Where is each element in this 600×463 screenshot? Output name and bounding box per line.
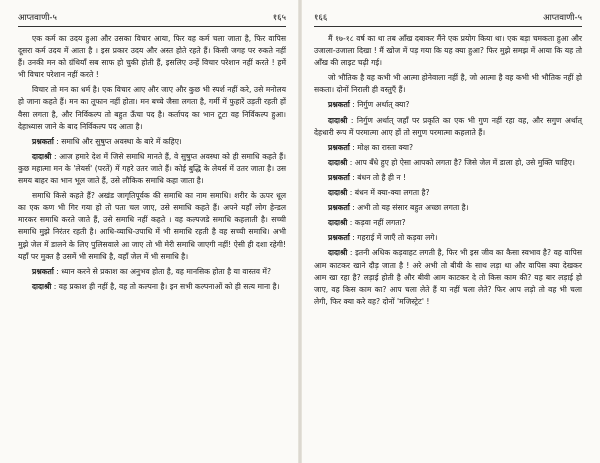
speaker-label: प्रश्नकर्ता — [32, 266, 54, 276]
paragraph-text: निर्गुण अर्थात् जहाँ पर प्रकृति का एक भी गुण नहीं रहा वह, और सगुण अर्थात् देहधारी रूप में परमात्मा आए हों तो सगुण परमात्मा कहलाते हैं। — [314, 115, 582, 137]
speaker-label: दादाश्री — [328, 115, 348, 125]
paragraph-text: निर्गुण अर्थात् क्या? — [357, 100, 410, 110]
paragraph-text: ध्यान करने से प्रकाश का अनुभव होता है, वह मानसिक होता है या वास्तव में? — [61, 266, 272, 276]
paragraph-text: मोक्ष का रास्ता क्या? — [357, 142, 413, 152]
right-page-header — [314, 12, 582, 27]
right-paragraph-2 — [314, 72, 582, 96]
left-paragraph-1 — [18, 33, 286, 81]
left-page-title: आप्तवाणी-५ — [18, 13, 57, 23]
paragraph-text: अभी तो यह संसार बहुत अच्छा लगता है। — [357, 203, 469, 213]
paragraph-text: समाधि और सुषुप्त अवस्था के बारे में कहिए। — [61, 136, 182, 146]
speaker-label: दादाश्री — [328, 218, 348, 228]
paragraph-text: जो भौतिक है वह कभी भी आत्मा होनेवाला नहीं है, जो आत्मा है वह कभी भी भौतिक नहीं हो सकता। दोनों निराली ही वस्तुएँ हैं। — [314, 73, 582, 95]
speaker-label: प्रश्नकर्ता — [328, 172, 350, 182]
right-paragraph-3: प्रश्नकर्ता : निर्गुण अर्थात् क्या? — [328, 100, 410, 110]
speaker-label: प्रश्नकर्ता — [328, 100, 350, 110]
left-paragraph-2 — [18, 84, 286, 132]
right-paragraph-11: प्रश्नकर्ता : गहराई में जाएँ तो कड़वा लगे। — [328, 233, 438, 243]
paragraph-text: विचार तो मन का धर्म है। एक विचार आए और जाए और कुछ भी स्पर्श नहीं करे, उसे मनोलय हो जाना कहते हैं। मन का तूफान नहीं होता। मन बच्चे जैसा लगता है, गर्मी में फुहारें उड़ती रहती हों वैसा लगता है, और निर्विकल्प तो बहुत ऊँचा पद है। कर्तापद का भान टूटा वह निर्विकल्प हुआ। देहाध्यास जाने के बाद निर्विकल्प पद आता है। — [18, 85, 286, 131]
right-page-title: आप्तवाणी-५ — [543, 13, 582, 23]
right-paragraph-9: प्रश्नकर्ता : अभी तो यह संसार बहुत अच्छा लगता है। — [328, 203, 469, 213]
paragraph-text: आज हमारे देश में जिसे समाधि मानते हैं, वे सुषुप्त अवस्था को ही समाधि कहते हैं। कुछ महात्मा मन के 'लेयर्स' (परतें) में गहरे उतर जाते हैं। कोई बुद्धि के लेयर्स में उतर जाता है। उस समय बाहर का भान भूल जाते हैं, उसे लौकिक समाधि कहा जाता है। — [18, 151, 286, 186]
left-page-header — [18, 12, 286, 27]
paragraph-text: आप बँधे हुए हो ऐसा आपको लगता है? जिसे जेल में डाला हो, उसे मुक्ति चाहिए। — [354, 157, 575, 167]
paragraph-text: कड़वा नहीं लगता? — [354, 218, 406, 228]
paragraph-text: गहराई में जाएँ तो कड़वा लगे। — [357, 233, 438, 243]
right-paragraph-8: दादाश्री : बंधन में क्या-क्या लगता है? — [328, 188, 430, 198]
left-paragraph-4: दादाश्री : आज हमारे देश में जिसे समाधि मानते हैं, वे सुषुप्त अवस्था को ही समाधि कहते हैं। कुछ महात्मा मन के 'लेयर्स' (परतें) में गहरे उतर जाते हैं। कोई बुद्धि के लेयर्स में उतर जाता है। उस समय बाहर का भान भूल जाते हैं, उसे लौकिक समाधि कहा जाता है। — [18, 151, 286, 186]
left-paragraph-5 — [18, 190, 286, 263]
paragraph-text: मैं १७-१८ वर्ष का था तब आँख दबाकर मैंने एक प्रयोग किया था। एक बड़ा चमकता हुआ और उजाला-उजाला दिखा ! मैं खोज में पड़ गया कि यह क्या हुआ? फिर मुझे समझ में आया कि यह तो आँख की लाइट चढ़ी गई। — [314, 34, 582, 68]
speaker-label: प्रश्नकर्ता — [328, 203, 350, 213]
right-paragraph-12: दादाश्री : इतनी अधिक कड़वाहट लगती है, फिर भी इस जीव का कैसा स्वभाव है? वह वापिस आम काटकर खाने दौड़ जाता है ! अरे अभी तो बीवी के साथ लड़ा था और वापिस क्या देखकर आम खा रहा है? लड़ाई होती है और बीवी आम काटकर दे तो किस काम की? यह बार लड़ाई हो जाए, वह किस काम का? आप चला लेते हैं या नहीं चला लेते? फिर आप लड़ो तो वह भी चला लेगी, फिर क्या करे वह? दोनों 'मजिस्ट्रेट' ! — [314, 248, 582, 306]
speaker-label: दादाश्री — [328, 188, 348, 198]
paragraph-text: वह प्रकाश ही नहीं है, वह तो कल्पना है। इन सभी कल्पनाओं को ही सत्य माना है। — [58, 281, 280, 291]
right-paragraph-7: प्रश्नकर्ता : बंधन तो है ही न ! — [328, 172, 407, 182]
paragraph-text: एक कर्म का उदय हुआ और उसका विचार आया, फिर वह कर्म चला जाता है, फिर वापिस दूसरा कर्म उदय में आता है । इस प्रकार उदय और अस्त होते रहते हैं। किसी जगह पर रुकते नहीं हैं। उनकी मन को ग्रंथियाँ सब साफ हो चुकी होती हैं, इसलिए उन्हें विचार परेशान नहीं करते ! हमें भी विचार परेशान नहीं करते ! — [18, 34, 286, 80]
right-page — [300, 0, 600, 463]
right-page-body — [314, 33, 582, 308]
right-page-number: १६६ — [314, 13, 328, 23]
speaker-label: प्रश्नकर्ता — [328, 233, 350, 243]
left-page-body — [18, 33, 286, 293]
speaker-label: दादाश्री — [32, 281, 52, 291]
left-paragraph-6: प्रश्नकर्ता : ध्यान करने से प्रकाश का अनुभव होता है, वह मानसिक होता है या वास्तव में? — [32, 266, 272, 276]
speaker-label: दादाश्री — [328, 248, 348, 258]
paragraph-text: बंधन तो है ही न ! — [357, 172, 407, 182]
right-paragraph-10: दादाश्री : कड़वा नहीं लगता? — [328, 218, 406, 228]
speaker-label: दादाश्री — [328, 157, 348, 167]
left-page-number: १६५ — [272, 13, 286, 23]
right-paragraph-1 — [314, 33, 582, 69]
right-paragraph-5: प्रश्नकर्ता : मोक्ष का रास्ता क्या? — [328, 142, 413, 152]
paragraph-text: समाधि किसे कहते हैं? अखंड जागृतिपूर्वक की समाधि का नाम समाधि। शरीर के ऊपर धूल का एक कण भी गिर गया हो तो पता चल जाए, उसे समाधि कहते हैं। अपने यहाँ लोग हेन्डल मारकर समाधि करते जाते हैं, उसे समाधि नहीं कहते । वह कल्पजडे समाधि कहलाती है। सच्ची समाधि मुझे निरंतर रहती है। आधि-व्याधि-उपाधि में भी समाधि रहती है वह सच्ची समाधि। अभी मुझे जेल में डालने के लिए पुलिसवाले आ जाए तो भी मेरी समाधि जाएगी नहीं! ऐसी ही दशा रहेगी! यहाँ पर मुक्त है उसमें भी समाधि है, वहाँ जेल में भी समाधि है। — [18, 191, 286, 261]
speaker-label: प्रश्नकर्ता — [32, 136, 54, 146]
left-paragraph-3: प्रश्नकर्ता : समाधि और सुषुप्त अवस्था के बारे में कहिए। — [32, 136, 182, 146]
right-paragraph-6: दादाश्री : आप बँधे हुए हो ऐसा आपको लगता है? जिसे जेल में डाला हो, उसे मुक्ति चाहिए। — [328, 157, 575, 167]
speaker-label: प्रश्नकर्ता — [328, 142, 350, 152]
paragraph-text: इतनी अधिक कड़वाहट लगती है, फिर भी इस जीव का कैसा स्वभाव है? वह वापिस आम काटकर खाने दौड़ जाता है ! अरे अभी तो बीवी के साथ लड़ा था और वापिस क्या देखकर आम खा रहा है? लड़ाई होती है और बीवी आम काटकर दे तो किस काम की? यह बार लड़ाई हो जाए, वह किस काम का? आप चला लेते हैं या नहीं चला लेते? फिर आप लड़ो तो वह भी चला लेगी, फिर क्या करे वह? दोनों 'मजिस्ट्रेट' ! — [314, 248, 582, 306]
left-paragraph-7: दादाश्री : वह प्रकाश ही नहीं है, वह तो कल्पना है। इन सभी कल्पनाओं को ही सत्य माना है। — [32, 281, 280, 291]
paragraph-text: बंधन में क्या-क्या लगता है? — [354, 188, 430, 198]
speaker-label: दादाश्री — [32, 151, 52, 161]
right-paragraph-4: दादाश्री : निर्गुण अर्थात् जहाँ पर प्रकृति का एक भी गुण नहीं रहा वह, और सगुण अर्थात् देहधारी रूप में परमात्मा आए हों तो सगुण परमात्मा कहलाते हैं। — [314, 115, 582, 137]
